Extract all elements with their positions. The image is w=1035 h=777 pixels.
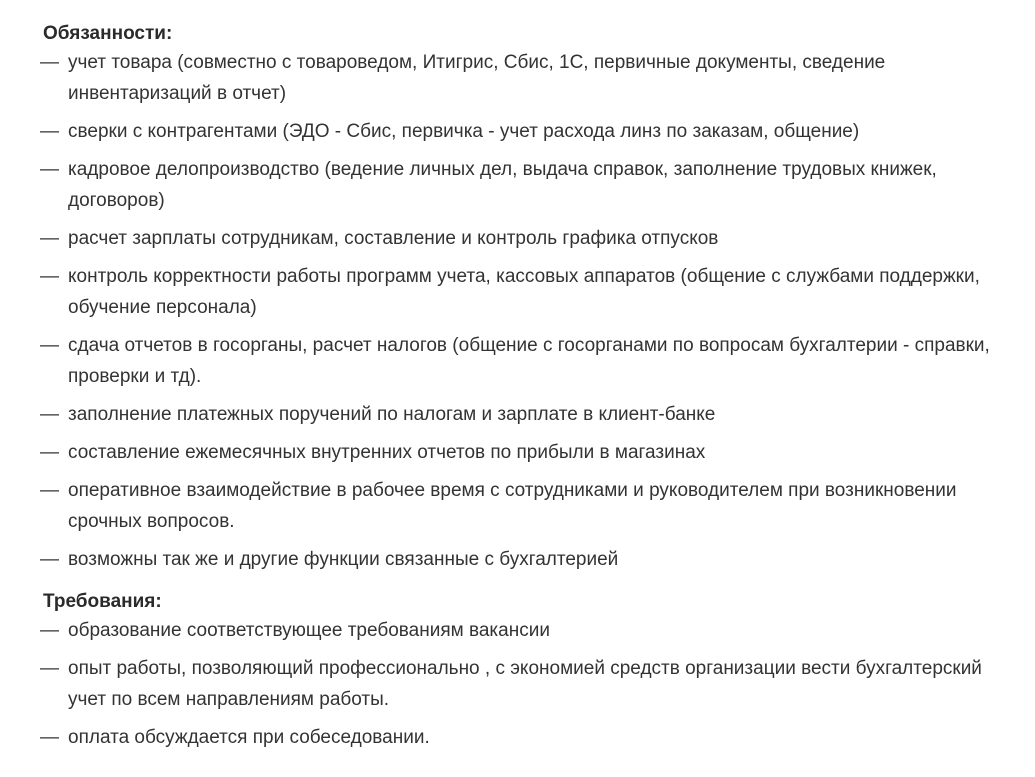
list-item-text: возможны так же и другие функции связанные с бухгалтерией <box>68 549 619 570</box>
duties-list <box>0 47 1035 575</box>
list-item <box>0 261 1035 323</box>
dash-bullet-icon: — <box>40 228 59 249</box>
list-item <box>0 615 1035 646</box>
requirements-section <box>0 589 1035 753</box>
dash-bullet-icon: — <box>40 266 59 287</box>
list-item <box>0 475 1035 537</box>
dash-bullet-icon: — <box>40 727 59 748</box>
duties-heading: Обязанности: <box>43 23 173 44</box>
dash-bullet-icon: — <box>40 549 59 570</box>
list-item-text: опыт работы, позволяющий профессионально , с экономией средств организации вести бухгалтерский учет по всем направлениям работы. <box>68 658 982 710</box>
list-item-text: составление ежемесячных внутренних отчетов по прибыли в магазинах <box>68 442 706 463</box>
list-item <box>0 47 1035 109</box>
list-item-text: оперативное взаимодействие в рабочее время с сотрудниками и руководителем при возникновении срочных вопросов. <box>68 480 957 532</box>
list-item-text: образование соответствующее требованиям вакансии <box>68 620 550 641</box>
dash-bullet-icon: — <box>40 52 59 73</box>
dash-bullet-icon: — <box>40 658 59 679</box>
list-item <box>0 544 1035 575</box>
list-item-text: заполнение платежных поручений по налогам и зарплате в клиент-банке <box>68 404 716 425</box>
dash-bullet-icon: — <box>40 121 59 142</box>
list-item-text: сдача отчетов в госорганы, расчет налогов (общение с госорганами по вопросам бухгалтерии - справки, проверки и тд). <box>68 335 990 387</box>
list-item <box>0 223 1035 254</box>
list-item-text: контроль корректности работы программ учета, кассовых аппаратов (общение с службами поддержки, обучение персонала) <box>68 266 980 318</box>
list-item <box>0 722 1035 753</box>
dash-bullet-icon: — <box>40 442 59 463</box>
requirements-list <box>0 615 1035 753</box>
list-item <box>0 653 1035 715</box>
list-item-text: расчет зарплаты сотрудникам, составление и контроль графика отпусков <box>68 228 719 249</box>
list-item <box>0 330 1035 392</box>
dash-bullet-icon: — <box>40 404 59 425</box>
list-item-text: учет товара (совместно с товароведом, Итигрис, Сбис, 1С, первичные документы, сведение инвентаризаций в отчет) <box>68 52 886 104</box>
list-item <box>0 399 1035 430</box>
list-item <box>0 437 1035 468</box>
list-item <box>0 116 1035 147</box>
requirements-heading: Требования: <box>43 591 162 612</box>
dash-bullet-icon: — <box>40 159 59 180</box>
dash-bullet-icon: — <box>40 335 59 356</box>
list-item <box>0 154 1035 216</box>
list-item-text: оплата обсуждается при собеседовании. <box>68 727 430 748</box>
dash-bullet-icon: — <box>40 480 59 501</box>
list-item-text: сверки с контрагентами (ЭДО - Сбис, первичка - учет расхода линз по заказам, общение) <box>68 121 860 142</box>
list-item-text: кадровое делопроизводство (ведение личных дел, выдача справок, заполнение трудовых книжек, договоров) <box>68 159 937 211</box>
dash-bullet-icon: — <box>40 620 59 641</box>
duties-section <box>0 21 1035 575</box>
